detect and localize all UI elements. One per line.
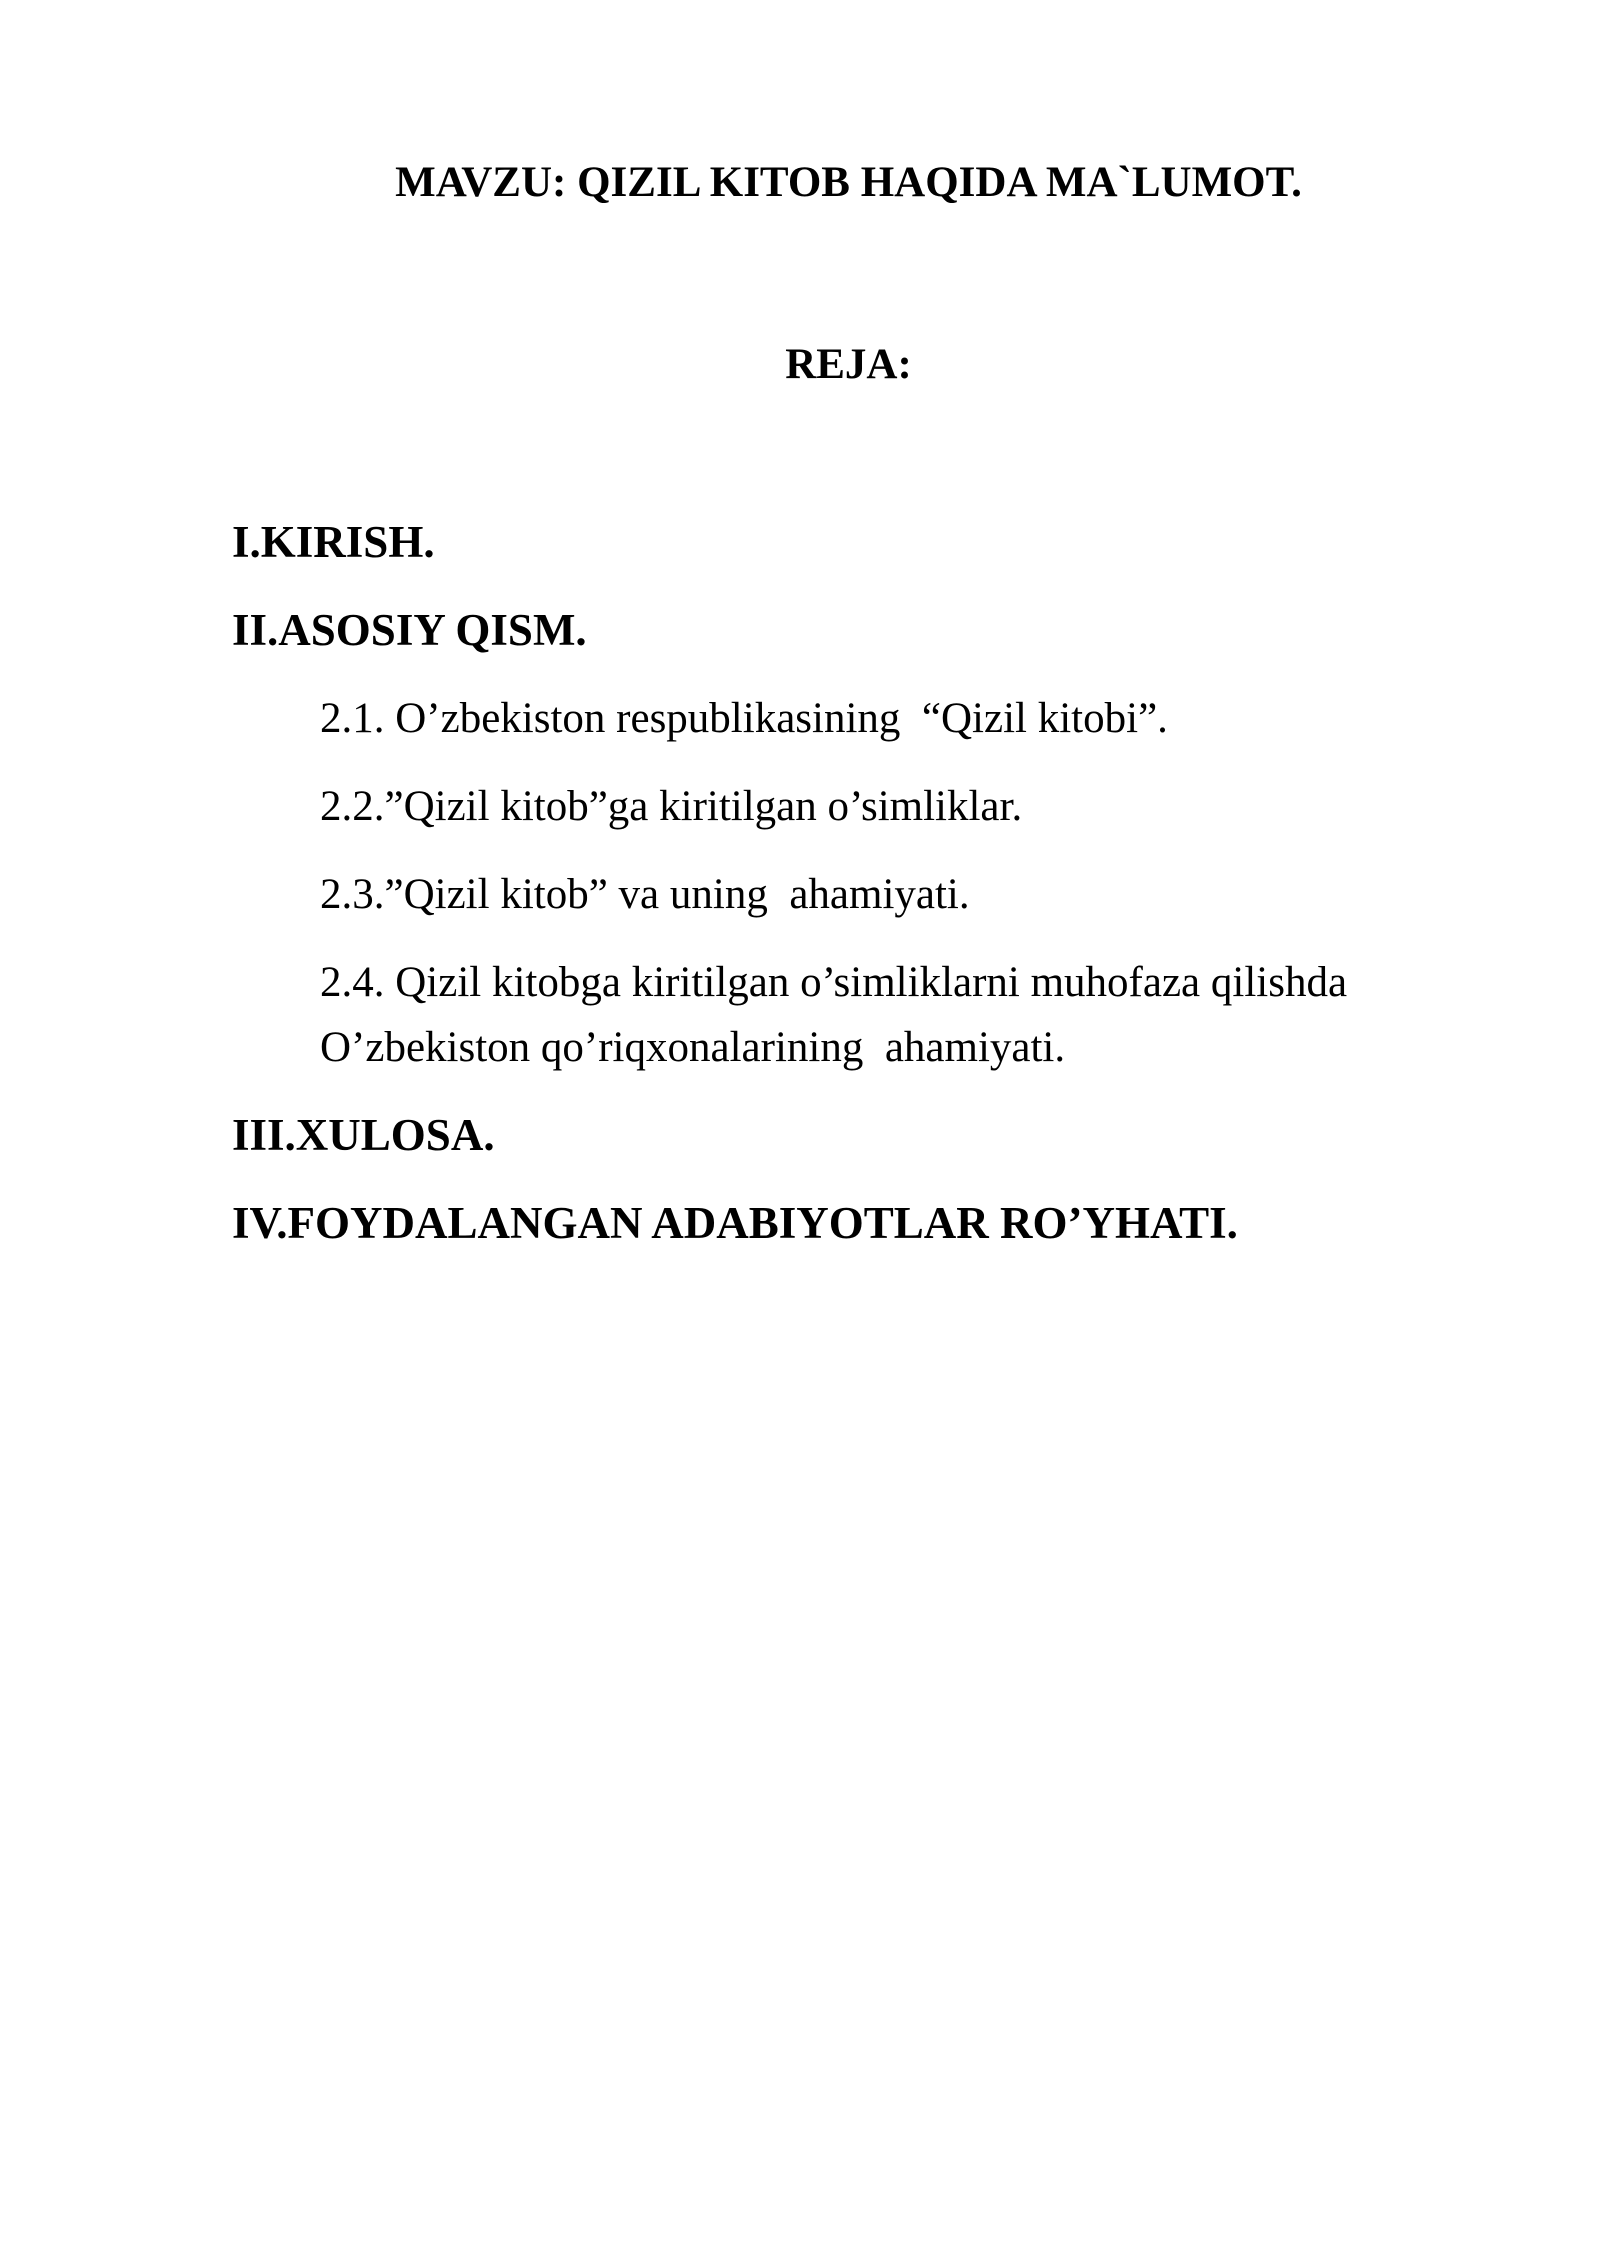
outline-item-asosiy-qism: II.ASOSIY QISM. — [232, 605, 587, 655]
outline-item-2-3: 2.3.”Qizil kitob” va uning ahamiyati. — [320, 871, 970, 918]
outline-item-kirish: I.KIRISH. — [232, 517, 435, 567]
document-title: MAVZU: QIZIL KITOB HAQIDA MA`LUMOT. — [395, 159, 1302, 206]
plan-heading: REJA: — [785, 341, 912, 388]
outline-item-2-4: 2.4. Qizil kitobga kiritilgan o’simliklarni muhofaza qilishda O’zbekiston qo’riqxonalarining ahamiyati. — [320, 959, 1358, 1071]
outline-item-adabiyotlar: IV.FOYDALANGAN ADABIYOTLAR RO’YHATI. — [232, 1198, 1238, 1248]
outline-item-2-1: 2.1. O’zbekiston respublikasining “Qizil kitobi”. — [320, 695, 1168, 742]
outline-item-2-2: 2.2.”Qizil kitob”ga kiritilgan o’simliklar. — [320, 783, 1023, 830]
outline-item-xulosa: III.XULOSA. — [232, 1110, 495, 1160]
outline-list — [232, 510, 1465, 1256]
